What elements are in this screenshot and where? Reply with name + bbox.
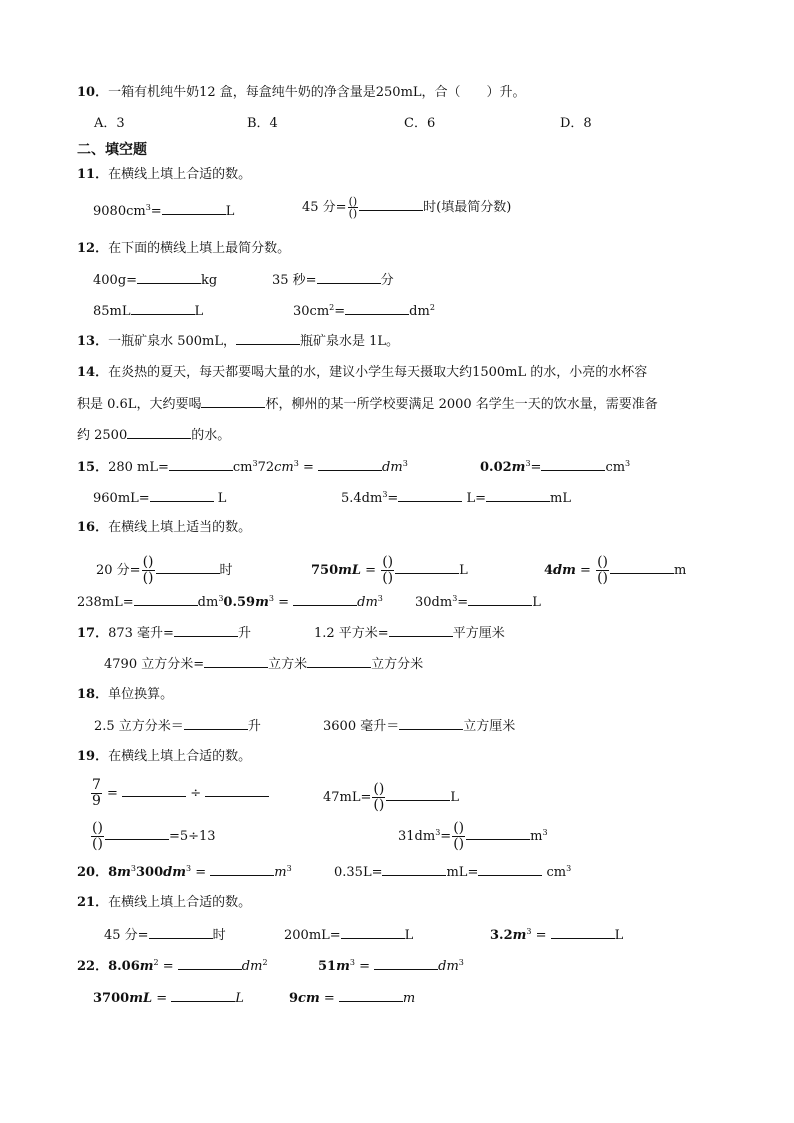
q22-item-c: 3700mL = L — [93, 991, 244, 1006]
option-d: D．8 — [560, 116, 592, 131]
question-stem: 在横线上填上适当的数。 — [108, 520, 252, 535]
answer-blank[interactable] — [169, 458, 233, 471]
q21-item-c: $3.2m^3 = L$ — [490, 927, 624, 943]
question-number: 15． — [77, 460, 109, 475]
q22-item-d: 9cm = m — [289, 991, 416, 1006]
question-14-line-2: 积是 0.6L，大约要喝 杯，柳州的某一所学校要满足 2000 名学生一天的饮水量，需要准备 — [77, 397, 658, 412]
question-11 — [77, 166, 251, 184]
q12-item-d: $30cm^2= dm^2$ — [293, 303, 435, 319]
section-title: 二、填空题 — [77, 142, 147, 158]
answer-blank[interactable] — [466, 827, 530, 840]
fraction-box: $\frac{()}{()}$ — [373, 781, 385, 813]
answer-blank[interactable] — [156, 561, 220, 574]
answer-blank[interactable] — [171, 989, 235, 1002]
q19-item-c: $\frac{()}{()}$ =5÷13 — [92, 820, 216, 852]
answer-blank[interactable] — [486, 489, 550, 502]
q12-item-c: 85mL L — [93, 304, 204, 319]
answer-blank[interactable] — [137, 271, 201, 284]
q16-item-b: 750mL = $\frac{()}{()}$ L — [311, 554, 468, 586]
answer-blank[interactable] — [374, 957, 438, 970]
answer-blank[interactable] — [398, 489, 462, 502]
answer-blank[interactable] — [382, 863, 446, 876]
question-12 — [77, 240, 290, 258]
question-stem: 一箱有机纯牛奶12 盒，每盒纯牛奶的净含量是250mL，合（ ）升。 — [108, 85, 526, 100]
answer-blank[interactable] — [468, 593, 532, 606]
question-number: 17． — [77, 626, 109, 641]
answer-blank[interactable] — [105, 827, 169, 840]
option-b: B．4 — [247, 116, 278, 131]
answer-blank[interactable] — [345, 302, 409, 315]
fraction-box: $\frac{()}{()}$ — [453, 820, 465, 852]
answer-blank[interactable] — [162, 202, 226, 215]
question-21 — [77, 894, 251, 912]
question-number: 14． — [77, 365, 109, 380]
answer-blank[interactable] — [205, 784, 269, 797]
answer-blank[interactable] — [307, 655, 371, 668]
fraction-seven-ninths: $\frac{7}{9}$ — [92, 777, 101, 809]
question-number: 11． — [77, 167, 109, 182]
fraction-box: $\frac{()}{()}$ — [142, 554, 154, 586]
answer-blank[interactable] — [395, 561, 459, 574]
answer-blank[interactable] — [127, 426, 191, 439]
answer-blank[interactable] — [174, 624, 238, 637]
answer-blank[interactable] — [541, 458, 605, 471]
question-14: 14．在炎热的夏天，每天都要喝大量的水，建议小学生每天摄取大约1500mL 的水，小亮的水杯容 — [77, 365, 648, 380]
question-stem: 在横线上填上合适的数。 — [108, 895, 252, 910]
answer-blank[interactable] — [610, 561, 674, 574]
q11-item-a: $9080cm^3= L$ — [93, 203, 235, 219]
question-20: 20．$8m^3300dm^3 = m^3$ — [77, 864, 292, 880]
answer-blank[interactable] — [478, 863, 542, 876]
question-19 — [77, 748, 251, 766]
question-number: 12． — [77, 241, 109, 256]
answer-blank[interactable] — [236, 332, 300, 345]
question-15: 15．280 $mL= cm^372cm^3 = dm^3$ — [77, 459, 408, 475]
answer-blank[interactable] — [184, 717, 248, 730]
q16-item-a: 20 分= $\frac{()}{()}$ 时 — [96, 554, 233, 586]
question-number: 10． — [77, 85, 109, 100]
answer-blank[interactable] — [178, 957, 242, 970]
question-number: 22． — [77, 959, 109, 974]
answer-blank[interactable] — [134, 593, 198, 606]
question-stem: 在横线上填上合适的数。 — [108, 167, 252, 182]
question-22: 22．$8.06m^2 = dm^2$ — [77, 958, 268, 974]
answer-blank[interactable] — [341, 926, 405, 939]
q16-item-d: $238mL= dm^30.59m^3 = dm^3$ — [77, 594, 383, 610]
q19-item-a: $\frac{7}{9}$ = ÷ — [90, 778, 269, 809]
q16-item-c: 4dm = $\frac{()}{()}$ m — [544, 554, 687, 586]
question-number: 21． — [77, 895, 109, 910]
question-18 — [77, 686, 173, 704]
question-16 — [77, 519, 251, 537]
answer-blank[interactable] — [359, 198, 423, 211]
q11-item-b: 45 分= $\frac{()}{()}$ 时(填最简分数) — [302, 195, 512, 220]
q12-item-b: 35 秒= 分 — [272, 273, 394, 288]
q19-item-b: 47mL= $\frac{()}{()}$ L — [323, 781, 459, 813]
answer-blank[interactable] — [210, 863, 274, 876]
q17-item-b: 1.2 平方米= 平方厘米 — [314, 626, 505, 641]
answer-blank[interactable] — [317, 271, 381, 284]
question-stem: 单位换算。 — [108, 687, 174, 702]
answer-blank[interactable] — [551, 926, 615, 939]
answer-blank[interactable] — [339, 989, 403, 1002]
q21-item-a: 45 分= 时 — [104, 928, 226, 943]
question-number: 19． — [77, 749, 109, 764]
question-number: 18． — [77, 687, 109, 702]
answer-blank[interactable] — [399, 717, 463, 730]
q21-item-b: 200mL= L — [284, 928, 414, 943]
q17-item-c: 4790 立方分米= 立方米 立方分米 — [104, 657, 424, 672]
q15-item-c: $0.02m^3= cm^3$ — [480, 459, 631, 475]
question-number: 16． — [77, 520, 109, 535]
q16-item-f: $30dm^3= L$ — [415, 594, 541, 610]
answer-blank[interactable] — [204, 655, 268, 668]
answer-blank[interactable] — [150, 489, 214, 502]
fraction-box: $\frac{()}{()}$ — [348, 195, 358, 220]
q20-item-b: $0.35L= mL= cm^3$ — [334, 864, 572, 880]
q12-item-a: 400g= kg — [93, 273, 218, 288]
q15-item-d: 960mL= L — [93, 491, 227, 506]
q18-item-b: 3600 毫升＝ 立方厘米 — [323, 719, 516, 734]
question-10 — [77, 84, 526, 102]
q18-item-a: 2.5 立方分米＝ 升 — [94, 719, 261, 734]
answer-blank[interactable] — [389, 624, 453, 637]
question-13: 13．一瓶矿泉水 500mL， 瓶矿泉水是 1L。 — [77, 334, 400, 349]
answer-blank[interactable] — [201, 395, 265, 408]
q22-item-b: $51m^3 = dm^3$ — [318, 958, 464, 974]
answer-blank[interactable] — [122, 784, 186, 797]
option-c: C．6 — [404, 116, 436, 131]
fraction-box: $\frac{()}{()}$ — [382, 554, 394, 586]
answer-blank[interactable] — [293, 593, 357, 606]
q15-item-e: $5.4dm^3= L=$ mL — [341, 490, 571, 506]
question-stem: 在横线上填上合适的数。 — [108, 749, 252, 764]
fraction-box: $\frac{()}{()}$ — [597, 554, 609, 586]
answer-blank[interactable] — [149, 926, 213, 939]
fraction-box: $\frac{()}{()}$ — [92, 820, 103, 852]
answer-blank[interactable] — [318, 458, 382, 471]
question-14-line-3: 约 2500 的水。 — [77, 428, 231, 443]
answer-blank[interactable] — [386, 788, 450, 801]
question-number: 20． — [77, 865, 109, 880]
question-stem: 在下面的横线上填上最简分数。 — [108, 241, 291, 256]
option-a: A．3 — [94, 116, 125, 131]
answer-blank[interactable] — [131, 302, 195, 315]
q19-item-d: $31dm^3=$ $\frac{()}{()}$ $m^3$ — [398, 820, 548, 852]
question-number: 13． — [77, 334, 109, 349]
question-17: 17．873 毫升= 升 — [77, 626, 251, 641]
